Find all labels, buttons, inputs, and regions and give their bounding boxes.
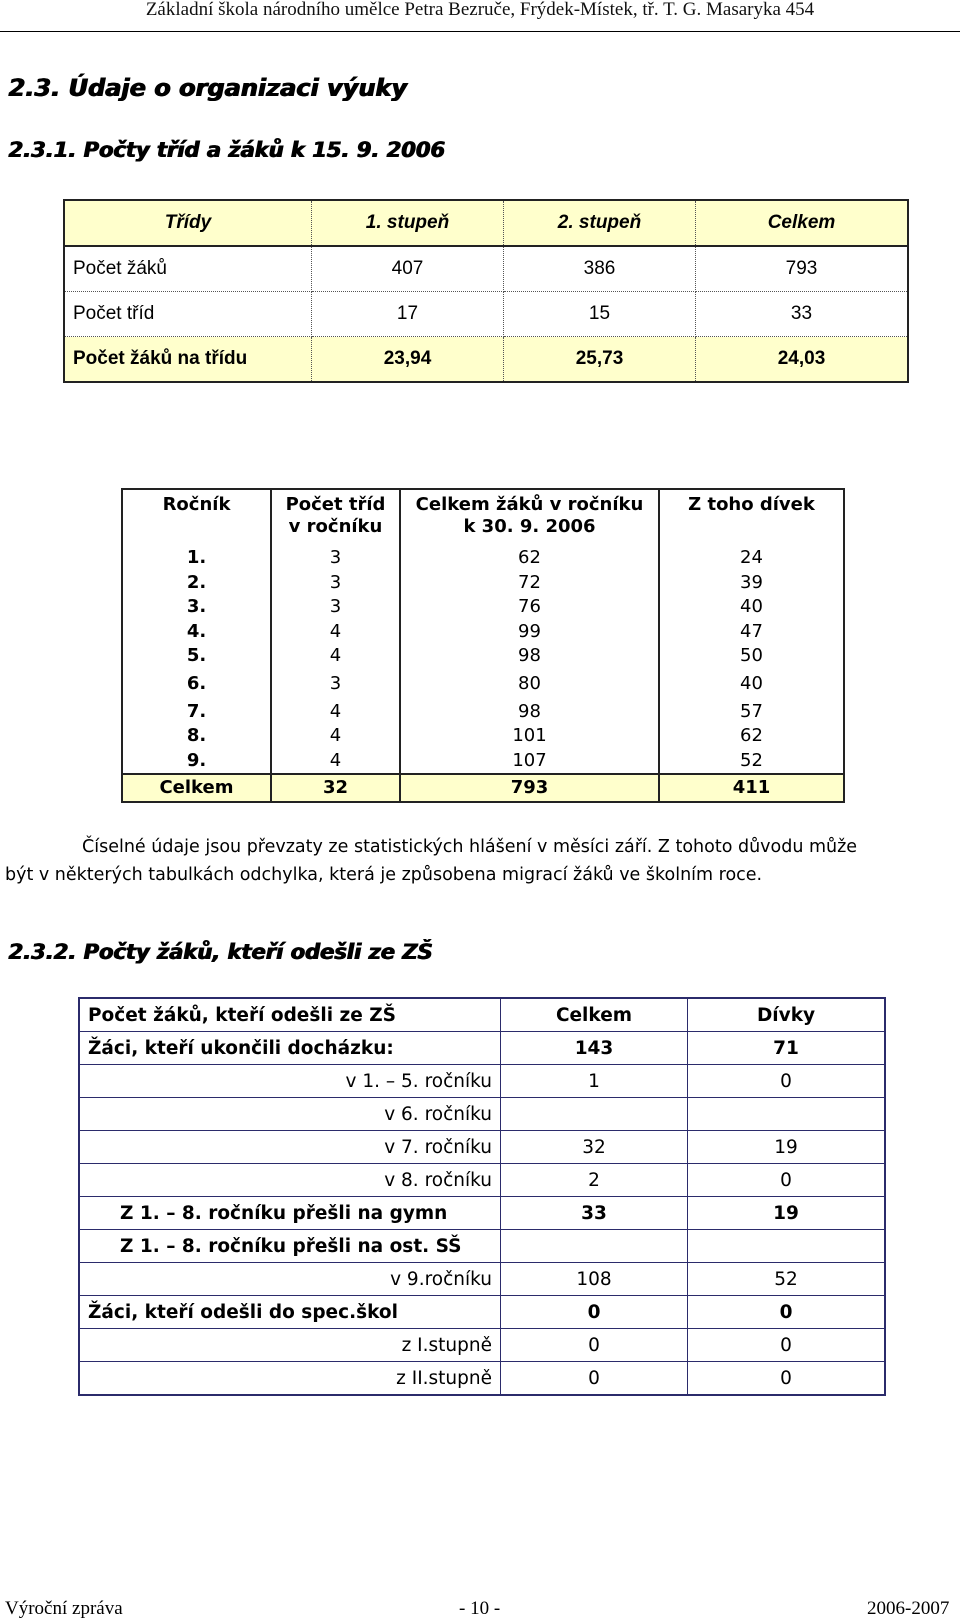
table-header-row xyxy=(122,489,844,546)
cell: 47 xyxy=(659,620,844,645)
cell: 0 xyxy=(501,1296,688,1329)
cell: 23,94 xyxy=(312,337,504,383)
row-label: Žáci, kteří ukončili docházku: xyxy=(79,1032,501,1065)
cell: 98 xyxy=(400,644,659,669)
table-row xyxy=(122,546,844,571)
departures-table xyxy=(78,997,886,1396)
total-label: Celkem xyxy=(122,774,271,802)
page-header: Základní škola národního umělce Petra Bezruče, Frýdek-Místek, tř. T. G. Masaryka 454 xyxy=(145,0,815,20)
cell: 99 xyxy=(400,620,659,645)
header-cell xyxy=(659,489,844,546)
header-cell: Celkem xyxy=(501,998,688,1032)
header-text: Z toho dívek xyxy=(688,494,815,515)
total-cell: 411 xyxy=(659,774,844,802)
cell: 1 xyxy=(501,1065,688,1098)
cell: 3 xyxy=(271,669,400,700)
total-cell: 793 xyxy=(400,774,659,802)
footer-right: 2006-2007 xyxy=(867,1598,950,1619)
table-row xyxy=(79,1131,885,1164)
cell: 52 xyxy=(688,1263,886,1296)
grade-label: 2. xyxy=(122,571,271,596)
row-label: Počet tříd xyxy=(64,292,312,337)
row-label: Počet žáků na třídu xyxy=(64,337,312,383)
table-row xyxy=(122,724,844,749)
cell: 17 xyxy=(312,292,504,337)
cell: 108 xyxy=(501,1263,688,1296)
row-label: v 7. ročníku xyxy=(79,1131,501,1164)
table-row xyxy=(79,1197,885,1230)
page-footer xyxy=(0,1598,960,1624)
table-row xyxy=(122,749,844,775)
cell xyxy=(501,1098,688,1131)
grade-label: 3. xyxy=(122,595,271,620)
grade-label: 4. xyxy=(122,620,271,645)
header-text: Celkem žáků v ročníku xyxy=(415,494,644,515)
header-cell xyxy=(400,489,659,546)
cell xyxy=(688,1098,886,1131)
subsection-title-1: 2.3.1. Počty tříd a žáků k 15. 9. 2006 xyxy=(8,138,445,162)
cell: 4 xyxy=(271,620,400,645)
cell: 72 xyxy=(400,571,659,596)
row-label: v 1. – 5. ročníku xyxy=(79,1065,501,1098)
cell: 4 xyxy=(271,700,400,725)
table-row xyxy=(64,246,908,292)
table-row xyxy=(122,620,844,645)
note-line: Číselné údaje jsou převzaty ze statistických hlášení v měsíci září. Z tohoto důvodu může xyxy=(82,837,858,857)
cell: 39 xyxy=(659,571,844,596)
table-row xyxy=(122,644,844,669)
cell: 33 xyxy=(696,292,909,337)
table-row xyxy=(64,337,908,383)
cell: 101 xyxy=(400,724,659,749)
grade-label: 9. xyxy=(122,749,271,775)
table-row xyxy=(64,292,908,337)
cell: 98 xyxy=(400,700,659,725)
grade-table xyxy=(121,488,845,803)
cell: 4 xyxy=(271,724,400,749)
table-row xyxy=(122,595,844,620)
cell: 3 xyxy=(271,546,400,571)
cell: 386 xyxy=(504,246,696,292)
cell: 19 xyxy=(688,1131,886,1164)
cell: 0 xyxy=(688,1164,886,1197)
cell: 0 xyxy=(688,1329,886,1362)
cell: 0 xyxy=(688,1065,886,1098)
row-label: z II.stupně xyxy=(79,1362,501,1396)
header-cell: 2. stupeň xyxy=(504,200,696,246)
grade-label: 1. xyxy=(122,546,271,571)
cell: 143 xyxy=(501,1032,688,1065)
row-label: v 9.ročníku xyxy=(79,1263,501,1296)
header-text: k 30. 9. 2006 xyxy=(463,516,596,537)
cell: 4 xyxy=(271,749,400,775)
cell: 3 xyxy=(271,571,400,596)
header-cell: Počet žáků, kteří odešli ze ZŠ xyxy=(79,998,501,1032)
header-cell: Dívky xyxy=(688,998,886,1032)
cell: 0 xyxy=(688,1296,886,1329)
cell: 80 xyxy=(400,669,659,700)
row-label: v 8. ročníku xyxy=(79,1164,501,1197)
header-rule xyxy=(0,31,960,32)
header-text: Počet tříd xyxy=(285,494,386,515)
table-header-row xyxy=(79,998,885,1032)
table-row xyxy=(122,669,844,700)
cell: 32 xyxy=(501,1131,688,1164)
cell: 25,73 xyxy=(504,337,696,383)
table-row xyxy=(79,1329,885,1362)
table-row xyxy=(79,1263,885,1296)
header-cell xyxy=(271,489,400,546)
header-text: v ročníku xyxy=(288,516,383,537)
table-row xyxy=(79,1098,885,1131)
row-label: v 6. ročníku xyxy=(79,1098,501,1131)
grade-label: 8. xyxy=(122,724,271,749)
table-row xyxy=(122,571,844,596)
row-label: Počet žáků xyxy=(64,246,312,292)
row-label: Žáci, kteří odešli do spec.škol xyxy=(79,1296,501,1329)
table-row xyxy=(79,1065,885,1098)
cell: 0 xyxy=(501,1329,688,1362)
cell: 0 xyxy=(501,1362,688,1396)
section-title: 2.3. Údaje o organizaci výuky xyxy=(8,74,407,102)
row-label: z I.stupně xyxy=(79,1329,501,1362)
footer-page-number: - 10 - xyxy=(459,1598,501,1619)
cell xyxy=(688,1230,886,1263)
header-cell: Třídy xyxy=(64,200,312,246)
table-row xyxy=(79,1032,885,1065)
cell: 71 xyxy=(688,1032,886,1065)
cell: 15 xyxy=(504,292,696,337)
table-row xyxy=(79,1164,885,1197)
cell: 2 xyxy=(501,1164,688,1197)
cell: 52 xyxy=(659,749,844,775)
header-cell xyxy=(122,489,271,546)
cell: 24 xyxy=(659,546,844,571)
header-text: Ročník xyxy=(162,494,231,515)
total-cell: 32 xyxy=(271,774,400,802)
cell: 40 xyxy=(659,595,844,620)
cell: 24,03 xyxy=(696,337,909,383)
total-row xyxy=(122,774,844,802)
table-row xyxy=(79,1362,885,1396)
cell: 33 xyxy=(501,1197,688,1230)
cell: 50 xyxy=(659,644,844,669)
row-label: Z 1. – 8. ročníku přešli na ost. SŠ xyxy=(79,1230,501,1263)
header-cell: Celkem xyxy=(696,200,909,246)
classes-students-table xyxy=(63,199,909,383)
cell xyxy=(501,1230,688,1263)
cell: 793 xyxy=(696,246,909,292)
grade-label: 5. xyxy=(122,644,271,669)
table-row xyxy=(79,1230,885,1263)
cell: 19 xyxy=(688,1197,886,1230)
cell: 62 xyxy=(659,724,844,749)
cell: 62 xyxy=(400,546,659,571)
cell: 0 xyxy=(688,1362,886,1396)
grade-label: 7. xyxy=(122,700,271,725)
cell: 407 xyxy=(312,246,504,292)
cell: 76 xyxy=(400,595,659,620)
table-row xyxy=(122,700,844,725)
table-row xyxy=(79,1296,885,1329)
note-paragraph xyxy=(0,833,960,889)
row-label: Z 1. – 8. ročníku přešli na gymn xyxy=(79,1197,501,1230)
subsection-title-2: 2.3.2. Počty žáků, kteří odešli ze ZŠ xyxy=(8,940,433,964)
cell: 57 xyxy=(659,700,844,725)
header-cell: 1. stupeň xyxy=(312,200,504,246)
cell: 4 xyxy=(271,644,400,669)
table-header-row xyxy=(64,200,908,246)
note-line: být v některých tabulkách odchylka, která je způsobena migrací žáků ve školním roce. xyxy=(5,865,763,885)
cell: 107 xyxy=(400,749,659,775)
grade-label: 6. xyxy=(122,669,271,700)
footer-left: Výroční zpráva xyxy=(5,1598,123,1619)
cell: 40 xyxy=(659,669,844,700)
cell: 3 xyxy=(271,595,400,620)
